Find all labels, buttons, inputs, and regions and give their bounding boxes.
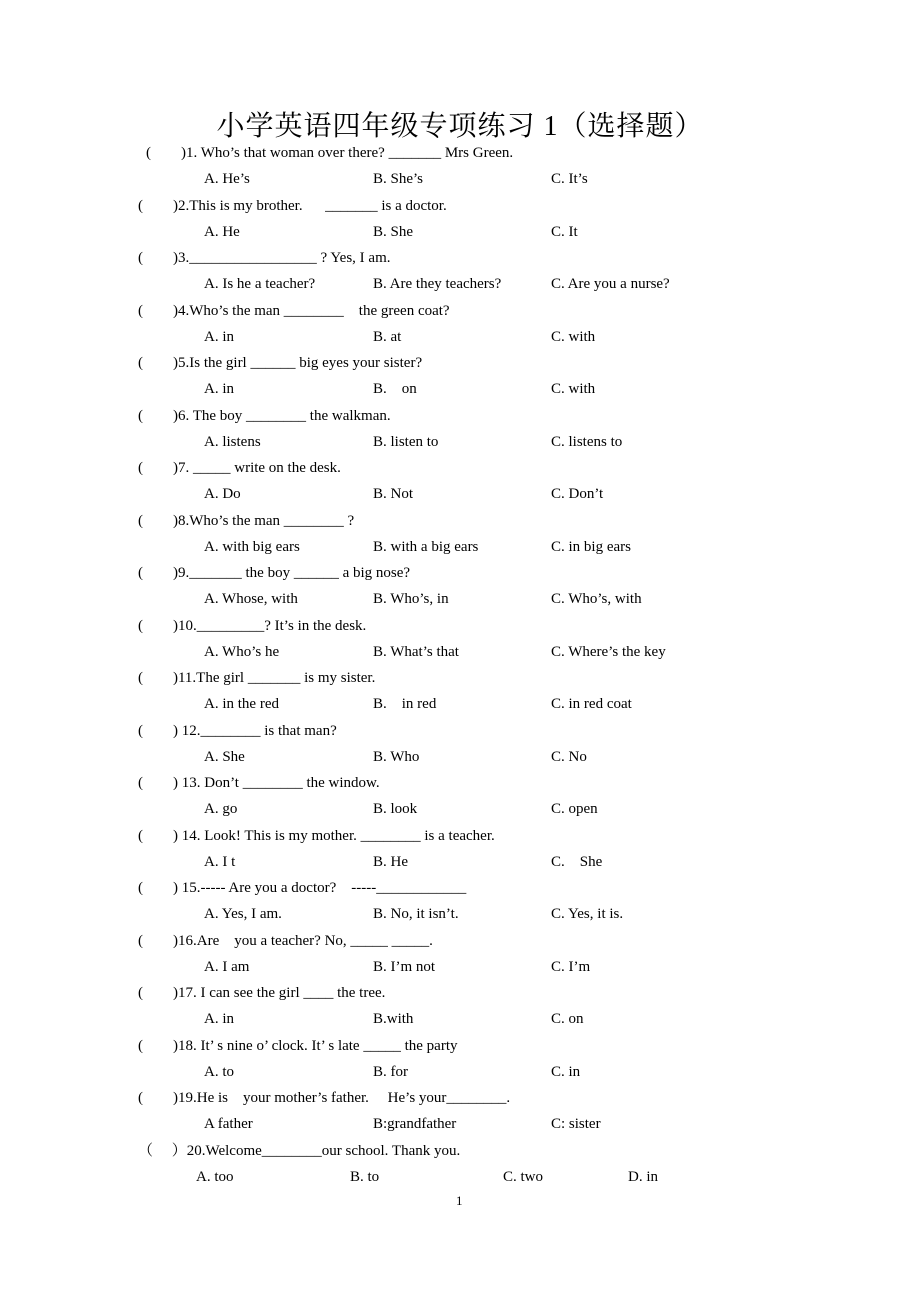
option-b: B. No, it isn’t. xyxy=(373,906,459,922)
question-stem: ( )5.Is the girl ______ big eyes your sister? xyxy=(138,355,423,371)
option-a: A. in the red xyxy=(204,696,279,712)
question-stem: ( )4.Who’s the man ________ the green coat? xyxy=(138,302,450,319)
option-c: C. It xyxy=(551,223,578,240)
option-a: A. too xyxy=(196,1168,234,1185)
option-b: B. listen to xyxy=(373,433,439,450)
question-stem: ( )9._______ the boy ______ a big nose? xyxy=(138,565,411,581)
option-c: C: sister xyxy=(551,1116,601,1132)
option-b: B. She xyxy=(373,223,414,240)
question-stem: ( )8.Who’s the man ________ ? xyxy=(138,512,355,529)
question-stem: ( )10._________? It’s in the desk. xyxy=(138,617,367,634)
option-a: A. listens xyxy=(204,433,261,450)
option-a: A. Whose, with xyxy=(204,591,298,607)
option-c: C. No xyxy=(551,748,587,765)
option-a: A father xyxy=(204,1116,253,1132)
option-a: A. in xyxy=(204,1011,234,1027)
option-a: A. to xyxy=(204,1063,234,1080)
option-a: A. in xyxy=(204,328,234,345)
question-stem: （ ）20.Welcome________our school. Thank you. xyxy=(138,1142,461,1159)
option-b: B. Who xyxy=(373,748,420,765)
option-b: B. Not xyxy=(373,486,414,502)
option-a: A. I t xyxy=(204,853,236,870)
option-c: C. in red coat xyxy=(551,696,632,712)
option-c: C. Are you a nurse? xyxy=(551,276,670,292)
question-stem: ( )3._________________ ? Yes, I am. xyxy=(138,250,391,266)
option-c: C. Don’t xyxy=(551,486,604,502)
question-stem: ( )18. It’ s nine o’ clock. It’ s late _____ the party xyxy=(138,1037,458,1054)
option-a: A. go xyxy=(204,801,238,817)
question-stem: ( )1. Who’s that woman over there? _______ Mrs Green. xyxy=(146,145,514,161)
option-b: B. to xyxy=(350,1168,380,1185)
option-b: B. at xyxy=(373,328,402,345)
option-c: C. I’m xyxy=(551,958,591,975)
option-b: B. She’s xyxy=(373,171,424,187)
option-c: C. on xyxy=(551,1011,584,1027)
question-stem: ( )2.This is my brother. _______ is a doctor. xyxy=(138,197,447,214)
option-a: A. Is he a teacher? xyxy=(204,276,316,292)
option-a: A. in xyxy=(204,381,234,397)
option-b: B. What’s that xyxy=(373,643,459,660)
question-stem: ( )19.He is your mother’s father. He’s your________. xyxy=(138,1090,511,1106)
option-c: C. Yes, it is. xyxy=(551,906,624,922)
option-c: C. She xyxy=(551,853,603,870)
option-c: C. in big ears xyxy=(551,538,631,555)
option-c: C. open xyxy=(551,801,598,817)
question-stem: ( ) 14. Look! This is my mother. ________ is a teacher. xyxy=(138,827,495,844)
question-stem: ( )7. _____ write on the desk. xyxy=(138,460,341,476)
option-b: B. for xyxy=(373,1063,408,1080)
option-a: A. with big ears xyxy=(204,538,300,555)
question-stem: ( )11.The girl _______ is my sister. xyxy=(138,670,376,686)
question-stem: ( )17. I can see the girl ____ the tree. xyxy=(138,985,386,1001)
option-c: C. with xyxy=(551,381,596,397)
option-c: C. Where’s the key xyxy=(551,643,666,660)
question-stem: ( )6. The boy ________ the walkman. xyxy=(138,407,391,424)
option-c: C. Who’s, with xyxy=(551,591,642,607)
option-b: B. with a big ears xyxy=(373,538,479,555)
option-a: A. Do xyxy=(204,486,241,502)
question-stem: ( )16.Are you a teacher? No, _____ _____. xyxy=(138,932,433,949)
option-b: B:grandfather xyxy=(373,1116,457,1132)
option-b: B. Are they teachers? xyxy=(373,276,502,292)
option-a: A. Yes, I am. xyxy=(204,906,282,922)
option-b: B. I’m not xyxy=(373,958,436,975)
option-c: C. with xyxy=(551,328,596,345)
option-d: D. in xyxy=(628,1168,658,1185)
option-a: A. He xyxy=(204,223,240,240)
option-b: B. He xyxy=(373,853,408,870)
option-c: C. two xyxy=(503,1168,544,1185)
question-stem: ( ) 15.----- Are you a doctor? -----____________ xyxy=(138,880,467,896)
page-title: 小学英语四年级专项练习 1（选择题） xyxy=(216,111,704,142)
option-a: A. Who’s he xyxy=(204,643,280,660)
option-a: A. He’s xyxy=(204,171,250,187)
question-stem: ( ) 13. Don’t ________ the window. xyxy=(138,775,380,791)
option-c: C. listens to xyxy=(551,433,623,450)
question-stem: ( ) 12.________ is that man? xyxy=(138,722,337,739)
option-b: B. Who’s, in xyxy=(373,591,449,607)
option-b: B. look xyxy=(373,801,418,817)
option-b: B. on xyxy=(373,381,417,397)
option-c: C. in xyxy=(551,1063,581,1080)
option-c: C. It’s xyxy=(551,171,588,187)
option-a: A. I am xyxy=(204,958,250,975)
page-number: 1 xyxy=(456,1193,463,1208)
option-a: A. She xyxy=(204,748,245,765)
option-b: B. in red xyxy=(373,696,437,712)
option-b: B.with xyxy=(373,1011,414,1027)
